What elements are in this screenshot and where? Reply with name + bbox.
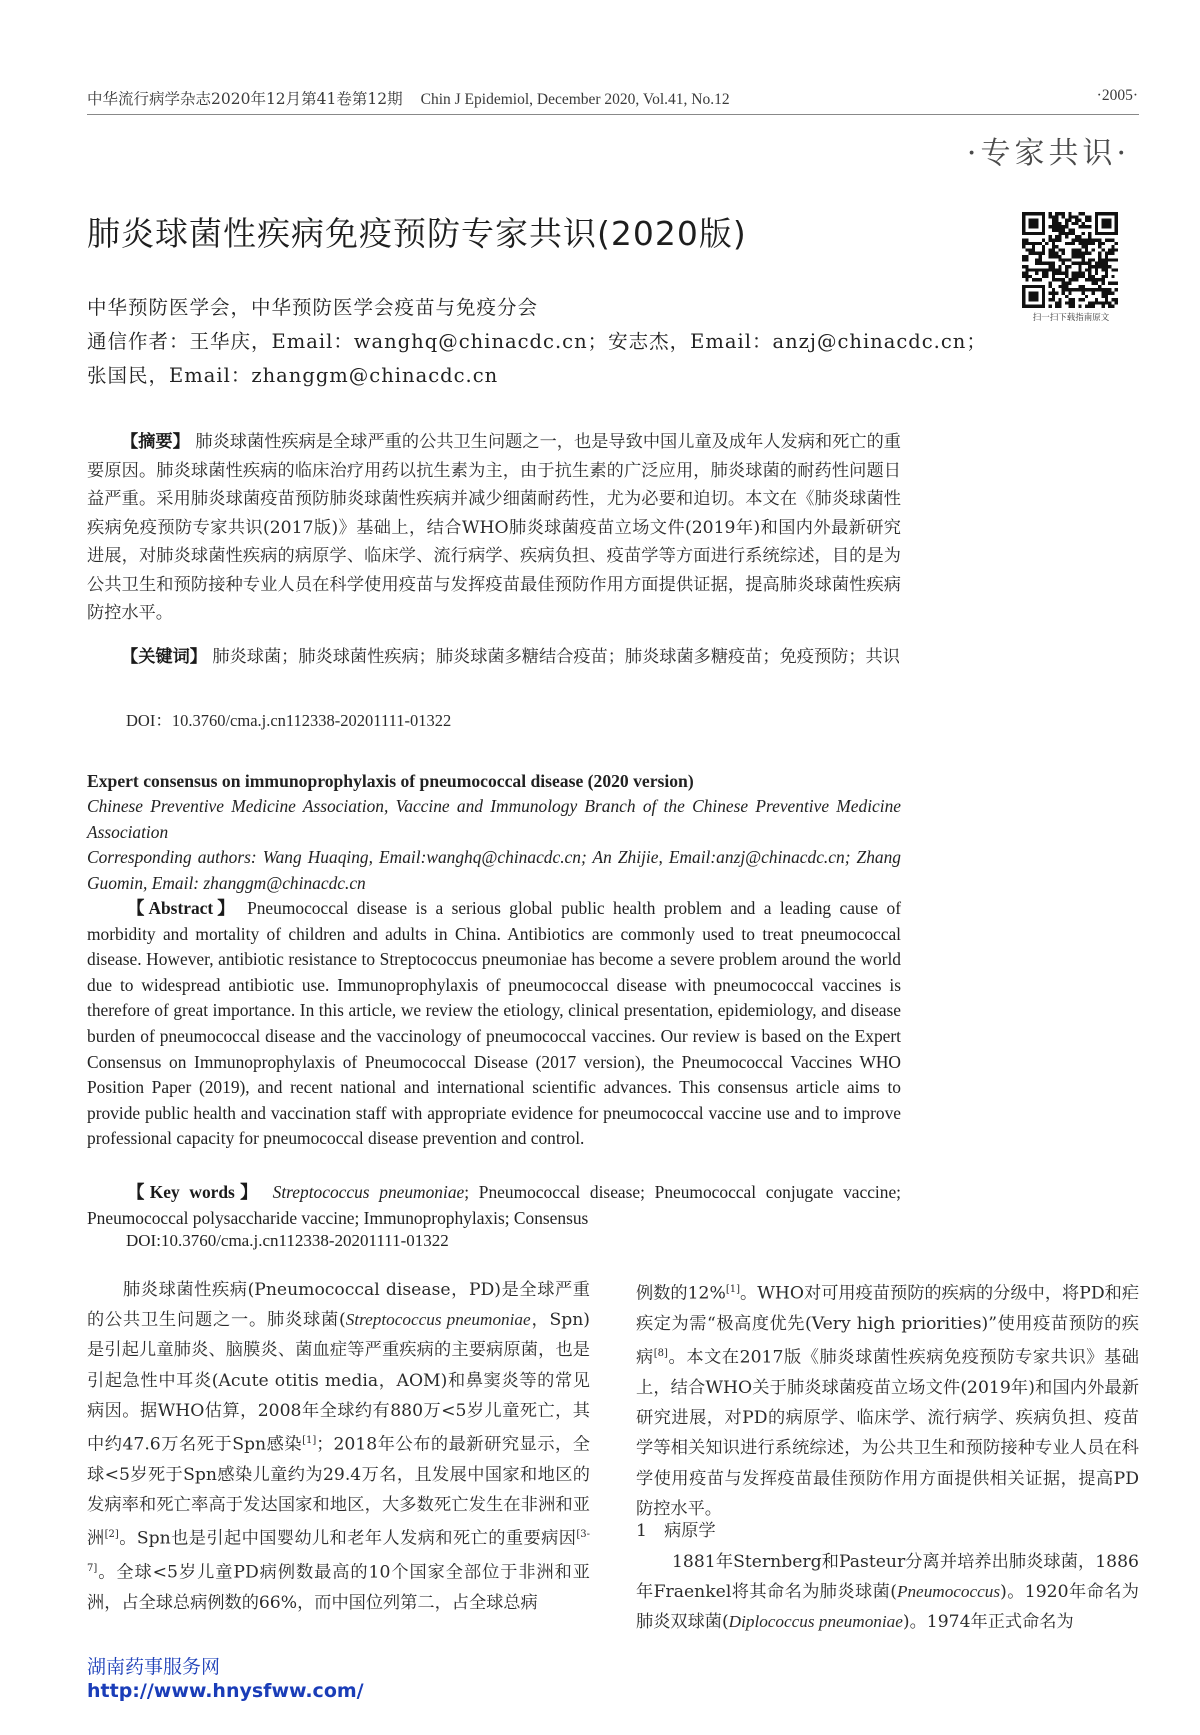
qr-caption: 扫一扫下载指南原文	[1032, 313, 1110, 323]
reference-marker[interactable]: [8]	[653, 1348, 668, 1360]
species-name: Pneumococcus	[896, 1582, 1001, 1602]
body-text: 。Spn也是引起中国婴幼儿和老年人发病和死亡的重要病因	[118, 1529, 577, 1550]
qr-code-icon[interactable]	[1022, 212, 1118, 308]
body-column-left	[87, 1275, 590, 1618]
body-text: 肺炎球菌性疾病(Pneumococcal disease，PD)是全球严重的公共卫生问题之一。肺炎球菌(	[87, 1280, 590, 1331]
keywords-en	[87, 1180, 901, 1231]
body-text: 。全球<5岁儿童PD病例数最高的10个国家全部位于非洲和亚洲，占全球总病例数的66%，而中国位列第二，占全球总病	[87, 1563, 590, 1614]
article-title-cn: 肺炎球菌性疾病免疫预防专家共识(2020版)	[87, 214, 747, 253]
body-text: )。1974年正式命名为	[902, 1612, 1074, 1633]
keywords-en-text: ; Pneumococcal disease; Pneumococcal conjugate vaccine; Pneumococcal polysaccharide vaccine; Immunoprophylaxis; Consensus	[87, 1182, 901, 1228]
species-name: Diplococcus pneumoniae	[728, 1612, 903, 1632]
abstract-cn-label: 【摘要】	[121, 432, 190, 452]
reference-marker[interactable]: [3-7]	[87, 1529, 590, 1575]
doi-en: DOI:10.3760/cma.j.cn112338-20201111-01322	[126, 1231, 449, 1250]
journal-name-cn: 中华流行病学杂志2020年12月第41卷第12期	[87, 90, 403, 108]
body-text: ，Spn)是引起儿童肺炎、脑膜炎、菌血症等严重疾病的主要病原菌，也是引起急性中耳炎(Acute otitis media，AOM)和鼻窦炎等的常见病因。据WHO估算，2008年全球约有880万<5岁儿童死亡，其中约47.6万名死于Spn感染	[87, 1310, 590, 1455]
section-label: ·专家共识·	[966, 136, 1130, 171]
keywords-en-label: 【Key words】	[127, 1182, 263, 1202]
abstract-en-label: 【Abstract】	[127, 898, 239, 918]
reference-marker[interactable]: [1]	[725, 1284, 740, 1295]
keywords-en-italic: Streptococcus pneumoniae	[272, 1182, 465, 1202]
page-number: ·2005·	[1096, 87, 1138, 104]
keywords-cn	[87, 643, 901, 672]
journal-name-en: Chin J Epidemiol, December 2020, Vol.41, No.12	[420, 91, 730, 108]
abstract-en	[87, 896, 901, 1152]
body-text: 。本文在2017版《肺炎球菌性疾病免疫预防专家共识》基础上，结合WHO关于肺炎球菌疫苗立场文件(2019年)和国内外最新研究进展，对PD的病原学、临床学、流行病学、疾病负担、疫苗学等相关知识进行系统综述，为公共卫生和预防接种专业人员在科学使用疫苗与发挥疫苗最佳预防作用方面提供相关证据，提高PD防控水平。	[636, 1347, 1139, 1519]
watermark-url-link[interactable]: http://www.hnysfww.com/	[87, 1680, 364, 1702]
corresponding-authors-cn: 通信作者：王华庆，Email：wanghq@chinacdc.cn；安志杰，Email：anzj@chinacdc.cn；	[87, 330, 987, 353]
body-text: ；2018年公布的最新研究显示，全球<5岁死于Spn感染儿童约为29.4万名，且发展中国家和地区的发病率和死亡率高于发达国家和地区，大多数死亡发生在非洲和亚洲	[87, 1434, 590, 1550]
body-column-right-paragraph	[636, 1275, 1139, 1524]
watermark-site-name: 湖南药事服务网	[87, 1656, 221, 1678]
abstract-cn-text: 肺炎球菌性疾病是全球严重的公共卫生问题之一，也是导致中国儿童及成年人发病和死亡的重要原因。肺炎球菌性疾病的临床治疗用药以抗生素为主，由于抗生素的广泛应用，肺炎球菌的耐药性问题日益严重。采用肺炎球菌疫苗预防肺炎球菌性疾病并减少细菌耐药性，尤为必要和迫切。本文在《肺炎球菌性疾病免疫预防专家共识(2017版)》基础上，结合WHO肺炎球菌疫苗立场文件(2019年)和国内外最新研究进展，对肺炎球菌性疾病的病原学、临床学、流行病学、疾病负担、疫苗学等方面进行系统综述，目的是为公共卫生和预防接种专业人员在科学使用疫苗与发挥疫苗最佳预防作用方面提供证据，提高肺炎球菌性疾病防控水平。	[87, 432, 901, 623]
running-header	[87, 87, 730, 109]
article-title-en: Expert consensus on immunoprophylaxis of pneumococcal disease (2020 version)	[87, 771, 694, 791]
doi-cn: DOI：10.3760/cma.j.cn112338-20201111-01322	[126, 711, 452, 730]
abstract-en-text: Pneumococcal disease is a serious global public health problem and a leading cause of morbidity and mortality of children and adults in China. Antibiotics are commonly used to treat pneumococcal disease. However, antibiotic resistance to Streptococcus pneumoniae has become a severe problem around the world due to widespread antibiotic use. Immunoprophylaxis of pneumococcal disease with pneumococcal vaccines is therefore of great importance. In this article, we review the etiology, clinical presentation, epidemiology, and disease burden of pneumococcal disease and the vaccinology of pneumococcal vaccines. Our review is based on the Expert Consensus on Immunoprophylaxis of Pneumococcal Disease (2017 version), the Pneumococcal Vaccines WHO Position Paper (2019), and recent national and international scientific advances. This consensus article aims to provide public health and vaccination staff with appropriate evidence for pneumococcal vaccine use and to improve professional capacity for pneumococcal disease prevention and control.	[87, 898, 901, 1149]
body-text: 。WHO对可用疫苗预防的疾病的分级中，将PD和疟疾定为需“极高度优先(Very high priorities)”使用疫苗预防的疾病	[636, 1283, 1140, 1368]
species-name: Streptococcus pneumoniae	[345, 1310, 531, 1330]
organization-en: Chinese Preventive Medicine Association, Vaccine and Immunology Branch of the Chinese Preventive Medicine Association	[87, 796, 901, 842]
body-text: 例数的12%	[636, 1283, 726, 1304]
corresponding-authors-en: Corresponding authors: Wang Huaqing, Email:wanghq@chinacdc.cn; An Zhijie, Email:anzj@chinacdc.cn; Zhang Guomin, Email: zhanggm@chinacdc.cn	[87, 847, 901, 893]
body-column-right-paragraph-2	[636, 1547, 1139, 1638]
reference-marker[interactable]: [1]	[302, 1435, 317, 1447]
section-heading: 1 病原学	[636, 1521, 716, 1541]
abstract-cn	[87, 428, 901, 628]
body-text: 1881年Sternberg和Pasteur分离并培养出肺炎球菌，1886年Fraenkel将其命名为肺炎球菌(	[636, 1552, 1139, 1603]
keywords-cn-text: 肺炎球菌；肺炎球菌性疾病；肺炎球菌多糖结合疫苗；肺炎球菌多糖疫苗；免疫预防；共识	[212, 647, 900, 667]
keywords-cn-label: 【关键词】	[121, 647, 207, 667]
corresponding-authors-cn-cont: 张国民，Email：zhanggm@chinacdc.cn	[87, 364, 499, 387]
body-text: )。1920年命名为肺炎双球菌(	[636, 1582, 1139, 1633]
authors-cn: 中华预防医学会，中华预防医学会疫苗与免疫分会	[87, 296, 539, 319]
header-rule	[87, 114, 1139, 115]
reference-marker[interactable]: [2]	[104, 1529, 119, 1541]
